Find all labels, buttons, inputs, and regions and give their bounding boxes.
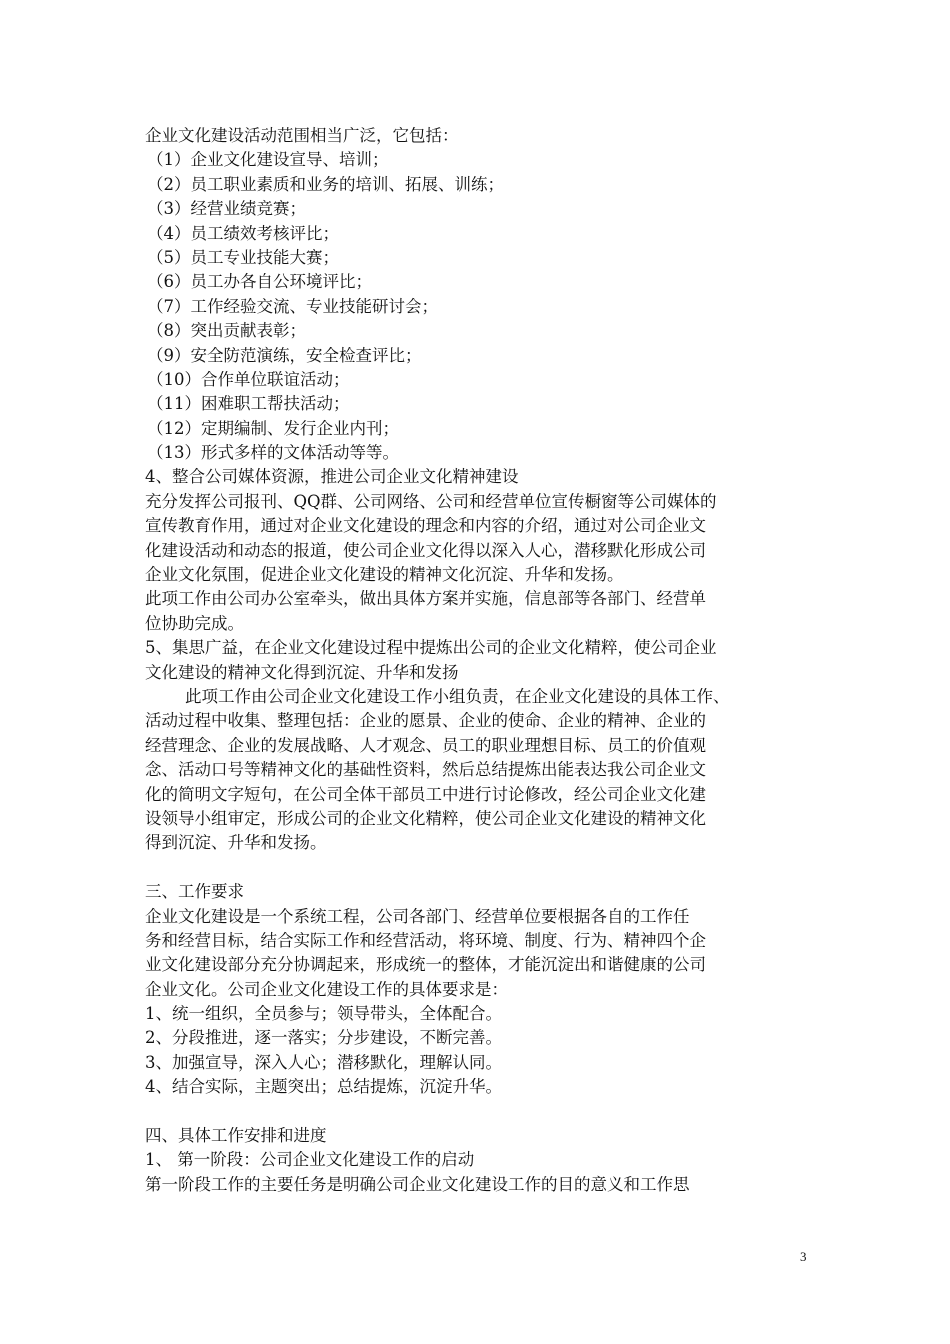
paragraph-line: 设领导小组审定，形成公司的企业文化精粹，使公司企业文化建设的精神文化 [145, 808, 706, 828]
item5-heading: 文化建设的精神文化得到沉淀、升华和发扬 [145, 662, 459, 682]
list-item: （13）形式多样的文体活动等等。 [147, 443, 399, 463]
list-item: （2）员工职业素质和业务的培训、拓展、训练； [147, 174, 504, 194]
document-body [145, 124, 835, 1197]
paragraph-line: 化建设活动和动态的报道，使公司企业文化得以深入人心，潜移默化形成公司 [145, 540, 706, 560]
paragraph-line: 念、活动口号等精神文化的基础性资料，然后总结提炼出能表达我公司企业文 [145, 760, 706, 780]
paragraph-line: 化的简明文字短句，在公司全体干部员工中进行讨论修改，经公司企业文化建 [145, 784, 706, 804]
paragraph-line: 活动过程中收集、整理包括：企业的愿景、企业的使命、企业的精神、企业的 [145, 711, 706, 731]
paragraph-line: 企业文化建设是一个系统工程，公司各部门、经营单位要根据各自的工作任 [145, 906, 690, 926]
list-item: 3、加强宣导，深入人心；潜移默化，理解认同。 [145, 1052, 502, 1072]
list-item: 1、统一组织，全员参与；领导带头，全体配合。 [145, 1004, 502, 1024]
item4-heading: 4、整合公司媒体资源，推进公司企业文化精神建设 [145, 467, 519, 487]
list-item: （10）合作单位联谊活动； [147, 369, 350, 389]
list-item: （5）员工专业技能大赛； [147, 247, 339, 267]
blank-line [145, 1100, 835, 1124]
list-item: 4、结合实际，主题突出；总结提炼，沉淀升华。 [145, 1077, 502, 1097]
paragraph-line: 充分发挥公司报刊、QQ群、公司网络、公司和经营单位宣传橱窗等公司媒体的 [145, 491, 717, 511]
list-item: （11）困难职工帮扶活动； [147, 394, 350, 414]
list-item: （6）员工办各自公环境评比； [147, 272, 372, 292]
list-item: （3）经营业绩竞赛； [147, 199, 306, 219]
paragraph-line: 宣传教育作用，通过对企业文化建设的理念和内容的介绍，通过对公司企业文 [145, 516, 706, 536]
list-item: （7）工作经验交流、专业技能研讨会； [147, 296, 438, 316]
list-item: （12）定期编制、发行企业内刊； [147, 418, 399, 438]
list-item: （8）突出贡献表彰； [147, 321, 306, 341]
paragraph-line: 此项工作由公司办公室牵头，做出具体方案并实施，信息部等各部门、经营单 [145, 589, 706, 609]
blank-line [145, 856, 835, 880]
paragraph-line: 第一阶段工作的主要任务是明确公司企业文化建设工作的目的意义和工作思 [145, 1174, 690, 1194]
intro-text: 企业文化建设活动范围相当广泛，它包括： [145, 126, 459, 145]
item5-heading: 5、集思广益，在企业文化建设过程中提炼出公司的企业文化精粹，使公司企业 [145, 638, 717, 658]
paragraph-line: 位协助完成。 [145, 613, 244, 633]
paragraph-line: 得到沉淀、升华和发扬。 [145, 833, 327, 853]
paragraph-line: 务和经营目标，结合实际工作和经营活动，将环境、制度、行为、精神四个企 [145, 930, 706, 950]
list-item: （1）企业文化建设宣导、培训； [147, 150, 389, 170]
section4-title: 四、具体工作安排和进度 [145, 1126, 327, 1146]
list-item: （9）安全防范演练，安全检查评比； [147, 345, 422, 365]
activity-list [145, 148, 835, 465]
paragraph-line: 此项工作由公司企业文化建设工作小组负责，在企业文化建设的具体工作、 [185, 686, 730, 706]
paragraph-line: 企业文化氛围，促进企业文化建设的精神文化沉淀、升华和发扬。 [145, 565, 624, 585]
page-number: 3 [800, 1249, 807, 1264]
paragraph-line: 企业文化。公司企业文化建设工作的具体要求是： [145, 979, 508, 999]
stage1-heading: 1、 第一阶段：公司企业文化建设工作的启动 [145, 1150, 475, 1170]
list-item: 2、分段推进，逐一落实；分步建设，不断完善。 [145, 1028, 502, 1048]
list-item: （4）员工绩效考核评比； [147, 223, 339, 243]
section3-title: 三、工作要求 [145, 882, 244, 902]
paragraph-line: 经营理念、企业的发展战略、人才观念、员工的职业理想目标、员工的价值观 [145, 735, 706, 755]
paragraph-line: 业文化建设部分充分协调起来，形成统一的整体，才能沉淀出和谐健康的公司 [145, 955, 706, 975]
